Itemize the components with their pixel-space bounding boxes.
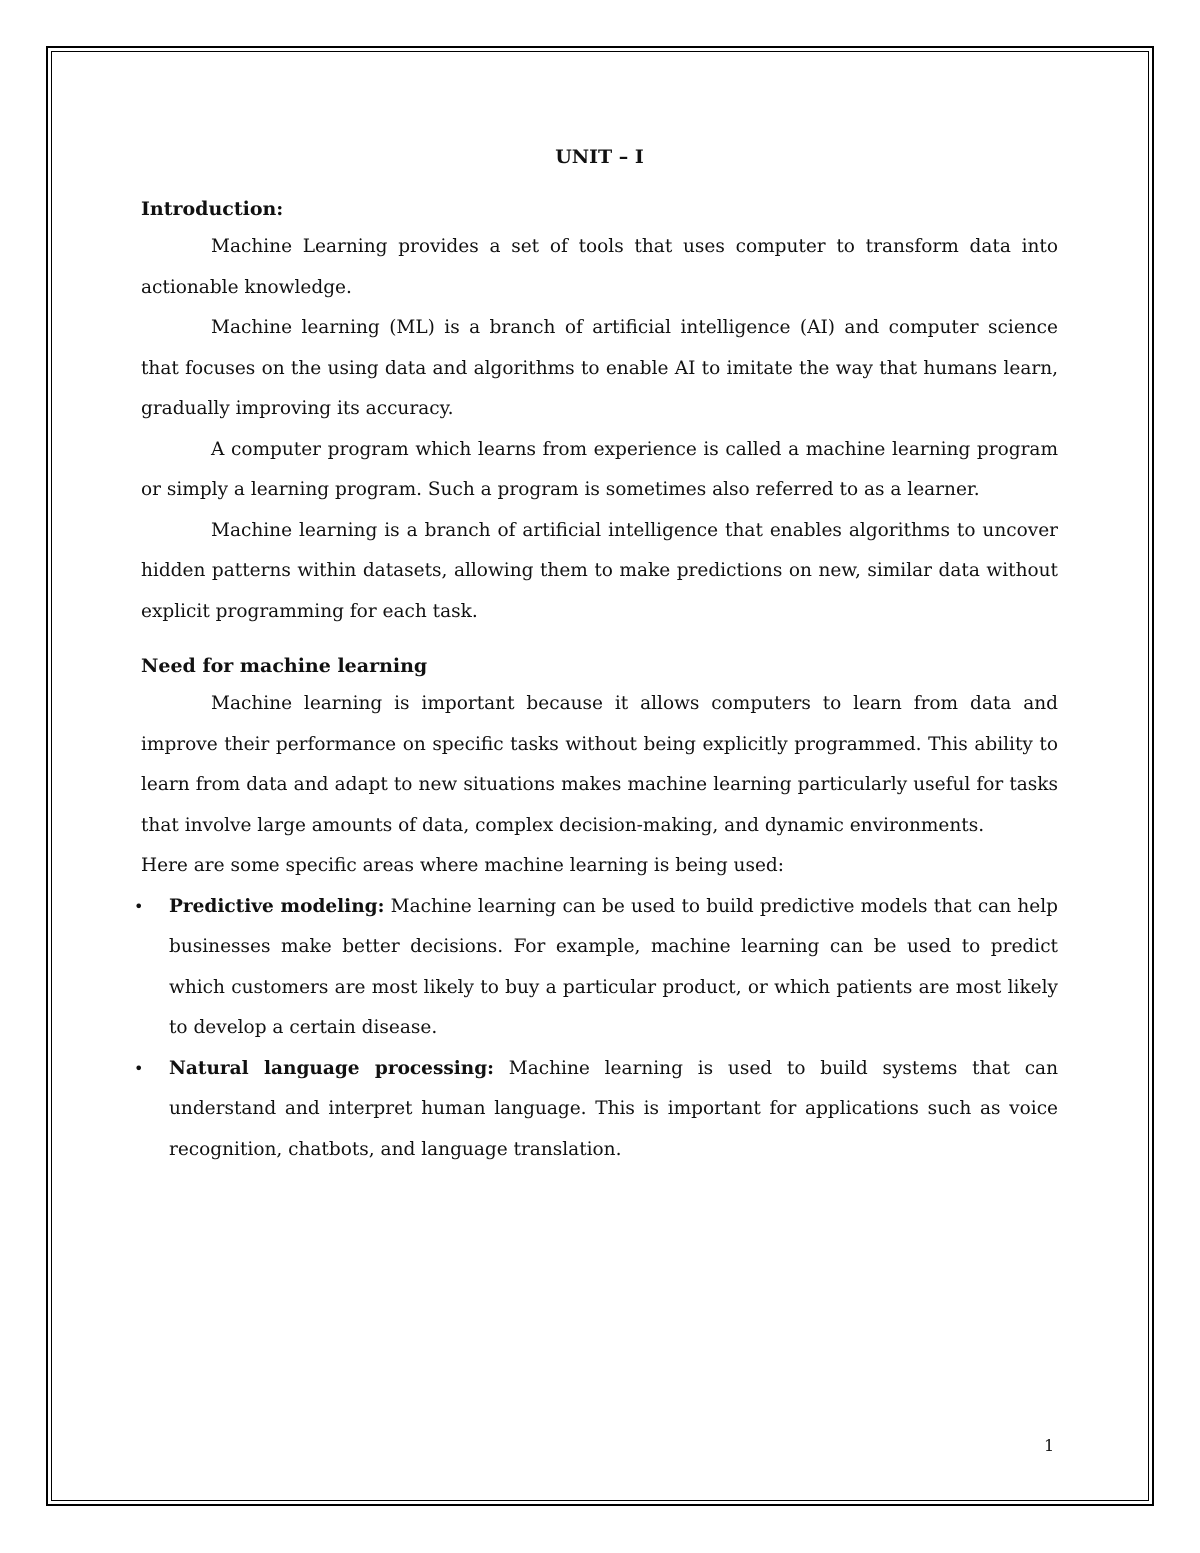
area-term: Natural language processing: (169, 1057, 495, 1079)
list-item (134, 887, 1058, 1049)
intro-paragraph-3: A computer program which learns from experience is called a machine learning program or simply a learning program. Such a program is sometimes also referred to as a learner. (141, 438, 1058, 500)
area-description: Machine learning is used to build systems that can understand and interpret human language. This is important for applications such as voice recognition, chatbots, and language translation. (169, 1057, 1058, 1160)
bullet-icon: • (134, 896, 144, 916)
bullet-icon: • (134, 1058, 144, 1078)
introduction-heading: Introduction: (141, 198, 284, 220)
need-heading: Need for machine learning (141, 655, 428, 677)
document-content (134, 140, 1058, 1170)
areas-intro: Here are some specific areas where machine learning is being used: (141, 855, 784, 876)
area-description: Machine learning can be used to build predictive models that can help businesses make better decisions. For example, machine learning can be used to predict which customers are most likely to buy a particular product, or which patients are most likely to develop a certain disease. (169, 895, 1058, 1038)
page-number: 1 (1044, 1436, 1055, 1455)
intro-paragraph-1: Machine Learning provides a set of tools that uses computer to transform data into actionable knowledge. (141, 236, 1058, 298)
unit-title: UNIT – I (555, 146, 644, 168)
list-item (134, 1049, 1058, 1171)
areas-list (134, 887, 1058, 1171)
intro-paragraph-2: Machine learning (ML) is a branch of artificial intelligence (AI) and computer science that focuses on the using data and algorithms to enable AI to imitate the way that humans learn, gradually improving its accuracy. (141, 317, 1058, 419)
area-term: Predictive modeling: (169, 895, 385, 917)
need-paragraph: Machine learning is important because it allows computers to learn from data and improve their performance on specific tasks without being explicitly programmed. This ability to learn from data and adapt to new situations makes machine learning particularly useful for tasks that involve large amounts of data, complex decision-making, and dynamic environments. (141, 693, 1058, 836)
intro-paragraph-4: Machine learning is a branch of artificial intelligence that enables algorithms to uncover hidden patterns within datasets, allowing them to make predictions on new, similar data without explicit programming for each task. (141, 519, 1058, 622)
